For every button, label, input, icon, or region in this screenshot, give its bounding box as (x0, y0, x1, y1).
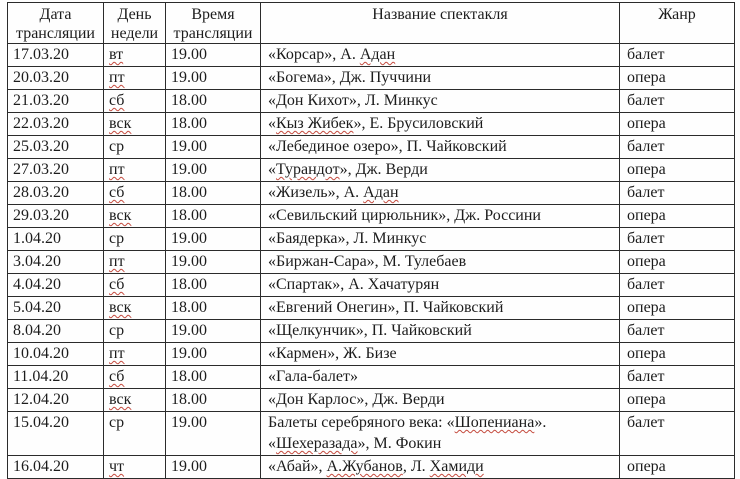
cell-genre: опера (620, 389, 735, 412)
misspelled-text: вт (109, 46, 124, 63)
header-line: Дата (39, 6, 72, 23)
cell-genre: балет (620, 274, 735, 297)
cell-day (104, 90, 166, 113)
cell-day (104, 320, 166, 343)
table-row (8, 113, 735, 136)
table-row (8, 343, 735, 366)
cell-genre: опера (620, 159, 735, 182)
misspelled-text: сб (109, 184, 125, 201)
cell-time: 18.00 (166, 182, 261, 205)
misspelled-text: вск (109, 115, 132, 132)
text-segment: «Спартак», А. Хачатурян (268, 276, 440, 293)
cell-day (104, 412, 166, 456)
cell-date: 28.03.20 (8, 182, 104, 205)
misspelled-text: Кыз Жибек (276, 115, 354, 132)
cell-date: 5.04.20 (8, 297, 104, 320)
misspelled-text: Шехеразада (276, 435, 358, 452)
cell-time: 19.00 (166, 136, 261, 159)
cell-title (261, 90, 620, 113)
table-row (8, 44, 735, 67)
cell-date: 3.04.20 (8, 251, 104, 274)
misspelled-text: сб (109, 368, 125, 385)
cell-title (261, 159, 620, 182)
cell-genre: балет (620, 366, 735, 389)
table-row (8, 320, 735, 343)
cell-date: 25.03.20 (8, 136, 104, 159)
cell-time: 19.00 (166, 456, 261, 479)
cell-day (104, 159, 166, 182)
cell-day (104, 67, 166, 90)
cell-time: 19.00 (166, 412, 261, 456)
cell-time: 19.00 (166, 251, 261, 274)
cell-title (261, 320, 620, 343)
cell-day (104, 456, 166, 479)
cell-date: 21.03.20 (8, 90, 104, 113)
cell-title (261, 67, 620, 90)
cell-genre: балет (620, 320, 735, 343)
text-segment: ср (109, 322, 125, 339)
cell-date: 4.04.20 (8, 274, 104, 297)
cell-title (261, 44, 620, 67)
cell-time: 18.00 (166, 389, 261, 412)
cell-time: 18.00 (166, 113, 261, 136)
table-row (8, 456, 735, 479)
header-line: трансляции (16, 25, 95, 42)
cell-time: 19.00 (166, 343, 261, 366)
table-row (8, 136, 735, 159)
column-header-genre (620, 3, 735, 44)
cell-genre: балет (620, 90, 735, 113)
table-row (8, 182, 735, 205)
table-row (8, 159, 735, 182)
text-segment: «Жизель», А. (268, 184, 364, 201)
cell-title (261, 389, 620, 412)
table-row (8, 274, 735, 297)
cell-genre: балет (620, 228, 735, 251)
column-header-day (104, 3, 166, 44)
cell-time: 18.00 (166, 90, 261, 113)
cell-day (104, 251, 166, 274)
cell-title (261, 113, 620, 136)
misspelled-text: Шопениана (454, 414, 535, 431)
cell-time: 18.00 (166, 205, 261, 228)
cell-date: 29.03.20 (8, 205, 104, 228)
cell-date: 11.04.20 (8, 366, 104, 389)
misspelled-text: пт (109, 161, 125, 178)
cell-genre: балет (620, 44, 735, 67)
table-row (8, 412, 735, 456)
text-segment: «Биржан-Сара», М. Тулебаев (268, 253, 467, 270)
text-segment: «Кармен», Ж. Бизе (268, 345, 397, 362)
text-segment: «Севильский цирюльник», Дж. Россини (268, 207, 541, 224)
cell-time: 19.00 (166, 67, 261, 90)
cell-day (104, 389, 166, 412)
cell-genre: балет (620, 182, 735, 205)
header-line: Время (191, 6, 235, 23)
cell-date: 22.03.20 (8, 113, 104, 136)
cell-time: 19.00 (166, 159, 261, 182)
text-segment: ср (109, 138, 125, 155)
cell-title (261, 412, 620, 456)
header-line: Жанр (658, 6, 696, 23)
cell-day (104, 228, 166, 251)
cell-day (104, 182, 166, 205)
text-segment: », Дж. Верди (339, 161, 428, 178)
cell-title (261, 182, 620, 205)
cell-day (104, 343, 166, 366)
cell-genre: опера (620, 205, 735, 228)
misspelled-text: Адан (359, 46, 396, 63)
cell-genre: опера (620, 113, 735, 136)
table-row (8, 251, 735, 274)
cell-title (261, 136, 620, 159)
misspelled-text: Хамиди (429, 458, 484, 475)
text-segment: «Лебединое озеро», П. Чайковский (268, 138, 507, 155)
text-segment: «Евгений Онегин», П. Чайковский (268, 299, 504, 316)
cell-time: 19.00 (166, 228, 261, 251)
table-row (8, 366, 735, 389)
document-page (7, 2, 735, 479)
cell-day (104, 274, 166, 297)
cell-time: 18.00 (166, 274, 261, 297)
text-segment: «Щелкунчик», П. Чайковский (268, 322, 472, 339)
misspelled-text: Турандот (276, 161, 340, 178)
cell-time: 19.00 (166, 320, 261, 343)
cell-date: 15.04.20 (8, 412, 104, 456)
misspelled-text: пт (109, 69, 125, 86)
column-header-time (166, 3, 261, 44)
table-row (8, 297, 735, 320)
text-segment: ср (109, 230, 125, 247)
text-segment: », Е. Брусиловский (353, 115, 484, 132)
cell-time: 18.00 (166, 297, 261, 320)
cell-day (104, 136, 166, 159)
text-segment: «Гала-балет» (268, 368, 358, 385)
misspelled-text: Адан (363, 184, 399, 201)
cell-day (104, 44, 166, 67)
text-segment: «Баядерка», Л. Минкус (268, 230, 427, 247)
misspelled-text: вск (109, 391, 132, 408)
text-segment: «Богема», Дж. Пуччини (268, 69, 432, 86)
misspelled-text: пт (109, 253, 125, 270)
cell-day (104, 366, 166, 389)
misspelled-text: вск (109, 299, 132, 316)
text-segment: », М. Фокин (357, 435, 442, 452)
cell-day (104, 297, 166, 320)
text-segment: «Абай», (268, 458, 327, 475)
text-segment: « (268, 115, 276, 132)
misspelled-text: сб (109, 92, 125, 109)
header-line: Название спектакля (372, 6, 508, 23)
column-header-title (261, 3, 620, 44)
broadcast-schedule-table (7, 2, 735, 479)
misspelled-text: пт (109, 345, 125, 362)
column-header-date (8, 3, 104, 44)
cell-title (261, 366, 620, 389)
cell-date: 20.03.20 (8, 67, 104, 90)
table-row (8, 205, 735, 228)
text-segment: «Корсар», А. (268, 46, 360, 63)
cell-date: 12.04.20 (8, 389, 104, 412)
table-row (8, 90, 735, 113)
misspelled-text: вск (109, 207, 132, 224)
header-line: День (117, 6, 152, 23)
cell-title (261, 274, 620, 297)
cell-title (261, 228, 620, 251)
table-row (8, 67, 735, 90)
header-line: трансляции (173, 25, 253, 42)
table-row (8, 389, 735, 412)
misspelled-text: чт (109, 458, 125, 475)
cell-genre: балет (620, 412, 735, 456)
cell-date: 16.04.20 (8, 456, 104, 479)
cell-day (104, 205, 166, 228)
cell-title (261, 297, 620, 320)
cell-date: 8.04.20 (8, 320, 104, 343)
cell-day (104, 113, 166, 136)
cell-time: 18.00 (166, 366, 261, 389)
cell-genre: балет (620, 136, 735, 159)
cell-genre: опера (620, 251, 735, 274)
table-body (8, 44, 735, 479)
header-row (8, 3, 735, 44)
text-segment: «Дон Карлос», Дж. Верди (268, 391, 445, 408)
cell-title (261, 205, 620, 228)
cell-genre: опера (620, 67, 735, 90)
cell-date: 27.03.20 (8, 159, 104, 182)
cell-genre: опера (620, 456, 735, 479)
text-segment: ». « (268, 414, 547, 452)
text-segment: ср (109, 414, 125, 431)
text-segment: , Л. (402, 458, 430, 475)
cell-date: 17.03.20 (8, 44, 104, 67)
cell-date: 1.04.20 (8, 228, 104, 251)
text-segment: Балеты серебряного века: « (268, 414, 455, 431)
cell-date: 10.04.20 (8, 343, 104, 366)
cell-genre: опера (620, 297, 735, 320)
cell-time: 19.00 (166, 44, 261, 67)
misspelled-text: А.Жубанов (326, 458, 403, 475)
text-segment: « (268, 161, 276, 178)
misspelled-text: сб (109, 276, 125, 293)
table-row (8, 228, 735, 251)
cell-title (261, 343, 620, 366)
cell-title (261, 456, 620, 479)
cell-genre: опера (620, 343, 735, 366)
text-segment: «Дон Кихот», Л. Минкус (268, 92, 438, 109)
header-line: недели (110, 25, 159, 42)
cell-title (261, 251, 620, 274)
table-header (8, 3, 735, 44)
